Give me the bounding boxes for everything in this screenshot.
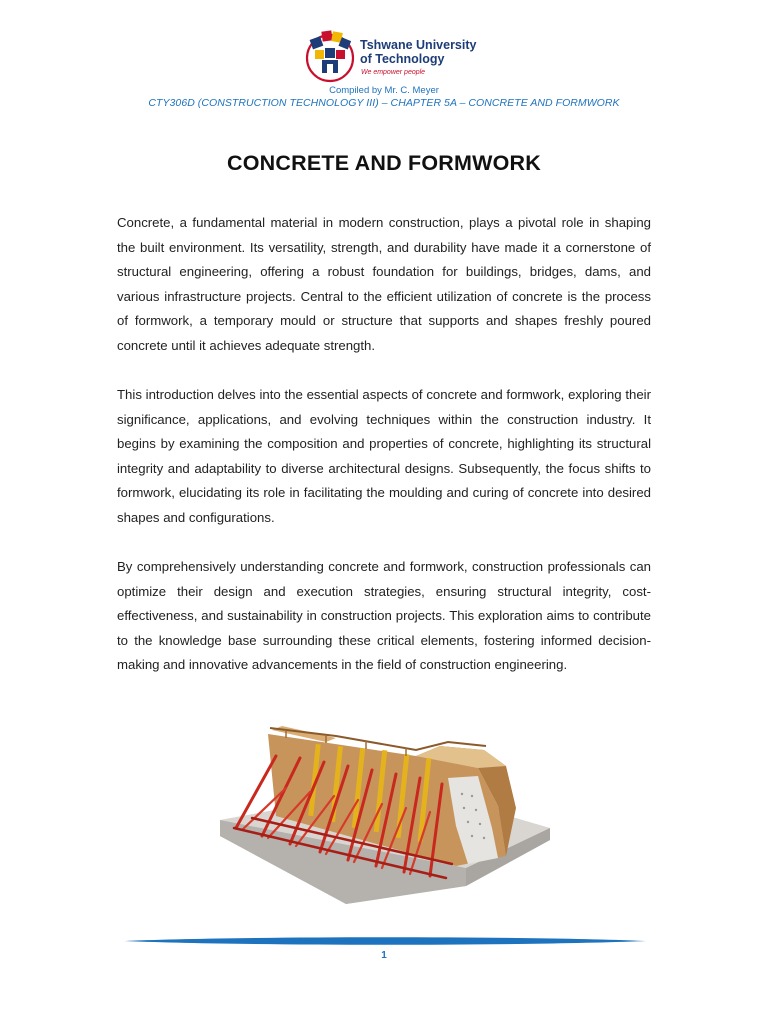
logo-name-line1: Tshwane University xyxy=(360,38,477,52)
paragraph-intro: Concrete, a fundamental material in modern construction, plays a pivotal role in shaping the built environment. Its versatility, strength, and durability have made it a cornerstone of structural engineering, offering a robust foundation for buildings, bridges, dams, and various infrastructure projects. Central to the efficient utilization of concrete is the process of formwork, a temporary mould or structure that supports and shapes freshly poured concrete until it achieves adequate strength. xyxy=(117,215,651,353)
logo-wordmark xyxy=(360,38,480,66)
logo-tagline: We empower people xyxy=(361,69,426,76)
page-number: 1 xyxy=(381,950,387,961)
page-title: CONCRETE AND FORMWORK xyxy=(227,151,541,175)
paragraph-conclusion: By comprehensively understanding concrete and formwork, construction professionals can optimize their design and execution strategies, ensuring structural integrity, cost-effectiveness, and sustainability in construction projects. This exploration aims to contribute to the knowledge base surrounding these critical elements, fostering informed decision-making and innovative advancements in the field of construction engineering. xyxy=(117,559,651,673)
formwork-illustration xyxy=(216,716,552,920)
course-header: CTY306D (CONSTRUCTION TECHNOLOGY III) – CHAPTER 5A – CONCRETE AND FORMWORK xyxy=(148,97,620,109)
tut-emblem-icon xyxy=(302,26,358,84)
compiled-by-line: Compiled by Mr. C. Meyer xyxy=(329,85,439,96)
footer-divider xyxy=(124,933,646,949)
university-logo xyxy=(302,26,477,84)
paragraph-scope: This introduction delves into the essential aspects of concrete and formwork, exploring their significance, applications, and evolving techniques within the construction industry. It begins by examining the composition and properties of concrete, highlighting its structural integrity and adaptability to diverse architectural designs. Subsequently, the focus shifts to formwork, elucidating its role in facilitating the moulding and curing of concrete into desired shapes and configurations. xyxy=(117,387,651,525)
logo-name-line2: of Technology xyxy=(360,52,445,66)
